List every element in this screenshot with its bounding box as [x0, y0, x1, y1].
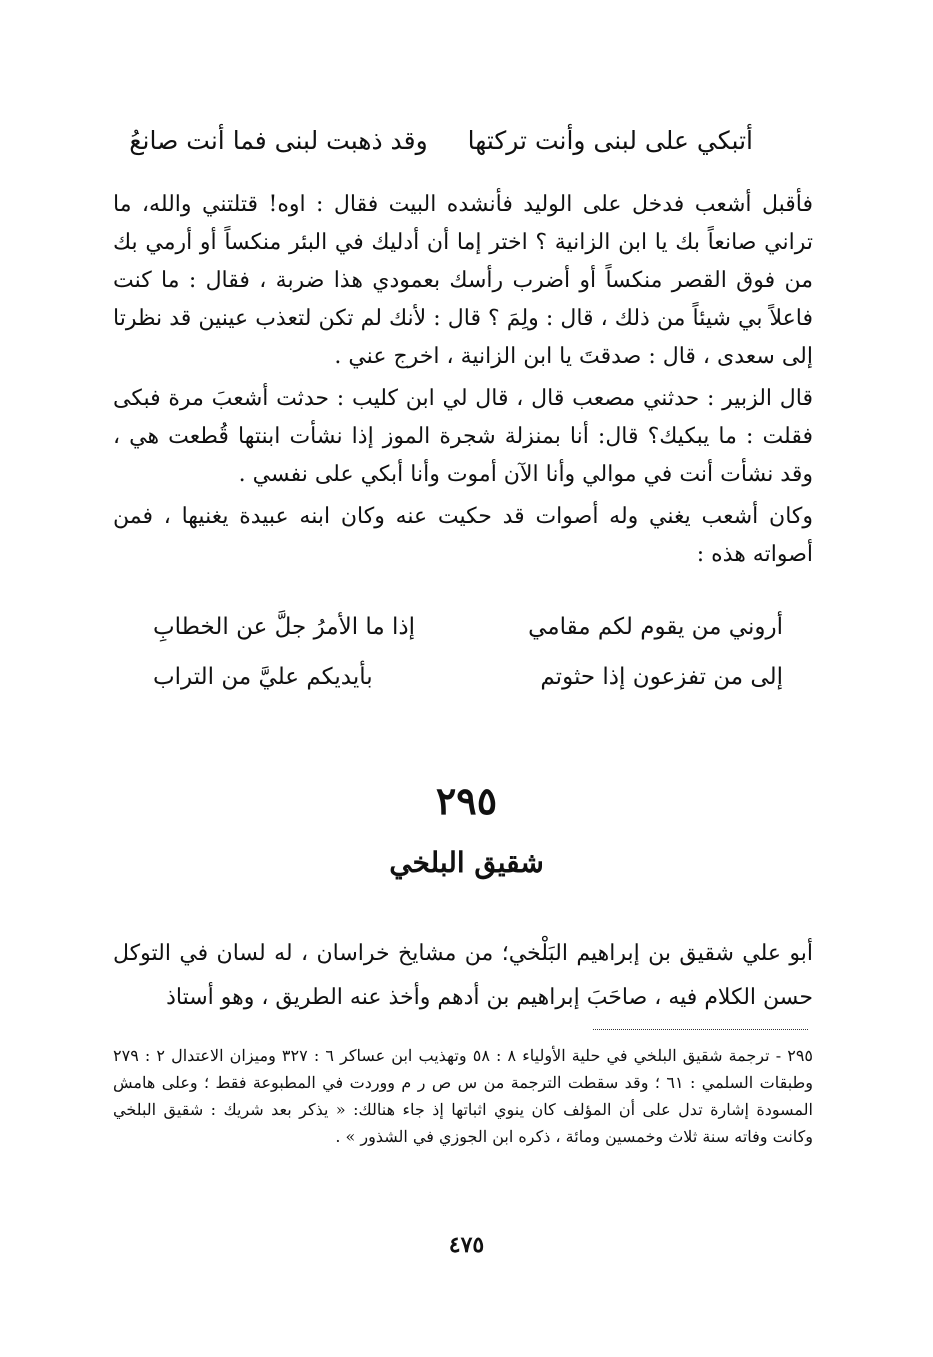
biography-title: شقيق البلخي [389, 846, 544, 879]
biography-paragraph: أبو علي شقيق بن إبراهيم البَلْخي؛ من مشايخ خراسان ، له لسان في التوكل حسن الكلام فيه ، صاحَبَ إبراهيم بن أدهم وأخذ عنه الطريق ، وهو أستاذ [113, 941, 813, 1010]
prose-paragraph: قال الزبير : حدثني مصعب قال ، قال لي ابن كليب : حدثت أشعبَ مرة فبكى فقلت : ما يبكيك؟ قال: أنا بمنزلة شجرة الموز إذا نشأت ابنتها قُطعت هي ، وقد نشأت أنت في موالي وأنا الآن أموت وأنا أبكي على نفسي . [113, 386, 813, 487]
verse-second-hemistich: بأيديكم عليَّ من التراب [153, 664, 373, 690]
verse-first-hemistich: أروني من يقوم لكم مقامي [528, 614, 783, 640]
biography-number: ٢٩٥ [435, 778, 498, 823]
verse-line [153, 652, 783, 702]
opening-verse [129, 126, 753, 155]
opening-verse-first-hemistich: أتبكي على لبنى وأنت تركتها [467, 126, 753, 155]
footnote-text: ٢٩٥ - ترجمة شقيق البلخي في حلية الأولياء ٨ : ٥٨ وتهذيب ابن عساكر ٦ : ٣٢٧ وميزان الاعتدال ٢ : ٢٧٩ وطبقات السلمي : ٦١ ؛ وقد سقطت الترجمة من س ص ر م ووردت في المطبوعة فقط ؛ وعلى هامش المسودة إشارة تدل على أن المؤلف كان ينوي اثباتها إذ جاء هنالك: « يذكر بعد شريك : شقيق البلخي وكانت وفاته سنة ثلاث وخمسين ومائة ، ذكره ابن الجوزي في الشذور » . [113, 1046, 814, 1146]
verse-line [153, 602, 783, 652]
prose-block [113, 186, 813, 574]
verse-block [153, 602, 783, 702]
prose-paragraph: وكان أشعب يغني وله أصوات قد حكيت عنه وكان ابنه عبيدة يغنيها ، فمن أصواته هذه : [113, 504, 813, 567]
biography-text-block [113, 932, 813, 1020]
footnote-block [113, 1042, 813, 1150]
footnote-divider [593, 1029, 808, 1030]
page-number: ٤٧٥ [448, 1232, 485, 1258]
prose-paragraph: فأقبل أشعب فدخل على الوليد فأنشده البيت فقال : اوه! قتلتني والله، ما تراني صانعاً بك يا ابن الزانية ؟ اختر إما أن أدليك في البئر منكساً أو أرمي بك من فوق القصر منكساً أو أضرب رأسك بعمودي هذا ضربة ، فقال : ما كنت فاعلاً بي شيئاً من ذلك ، قال : ولِمَ ؟ قال : لأنك لم تكن لتعذب عينين قد نظرتا إلى سعدى ، قال : صدقتَ يا ابن الزانية ، اخرج عني . [113, 192, 813, 369]
opening-verse-second-hemistich: وقد ذهبت لبنى فما أنت صانعُ [129, 126, 428, 155]
verse-second-hemistich: إذا ما الأمرُ جلَّ عن الخطابِ [153, 614, 416, 640]
verse-first-hemistich: إلى من تفزعون إذا حثوتم [540, 664, 783, 690]
